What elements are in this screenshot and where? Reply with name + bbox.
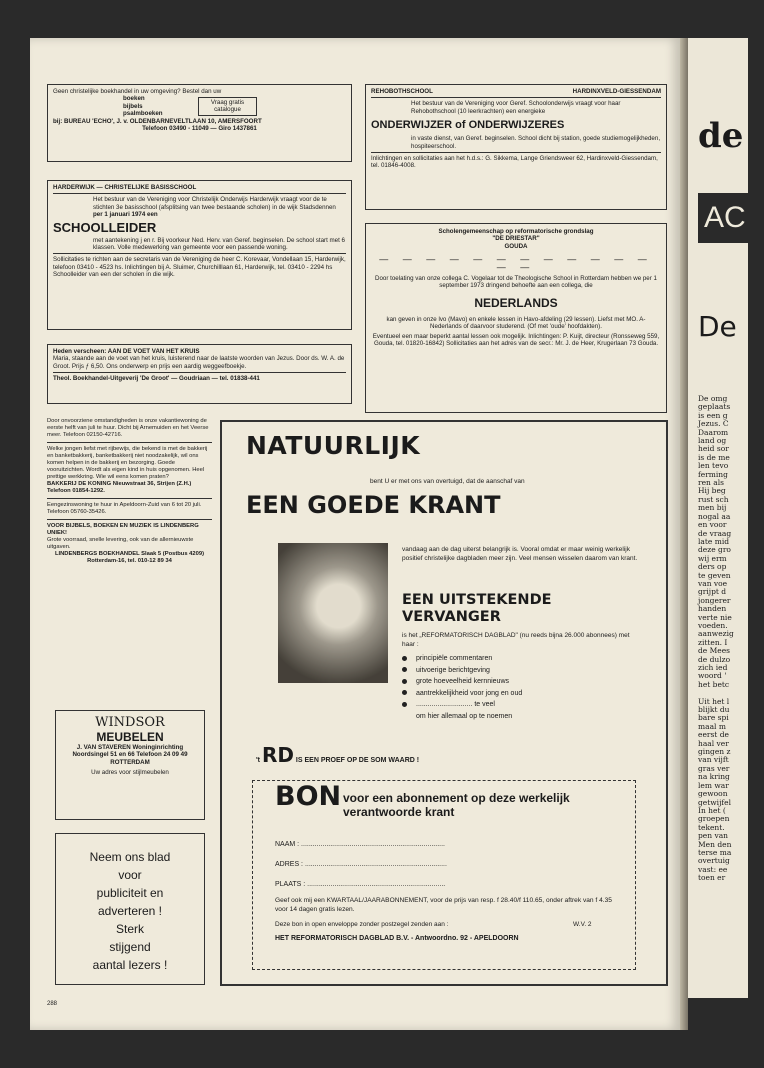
classified-ad: LINDENBERGS BOEKHANDEL Slaak 5 (Postbus 4209) Rotterdam-16, tel. 010-12 89 34: [54, 551, 205, 564]
coupon-title: BON: [275, 781, 342, 812]
coupon-text: Deze bon in open enveloppe zonder postzegel zenden aan :: [275, 921, 449, 928]
subscription-coupon: [252, 780, 636, 970]
ad-line: publiciteit en: [96, 886, 164, 900]
ad-windsor: [55, 710, 205, 820]
ad-driestar: Scholengemeenschap op reformatorische grondslag "DE DRIESTAR" GOUDA — — — — — — — — — — — — — — Door toelating van onze collega C. Vogelaar tot de Theologische School in Rotterdam hebben we per 1 september 1973 dringend behoefte aan een collega, die NEDERLANDS kan geven in onze lvo (Mavo) en enkele lessen in Havo-afdeling (29 lessen). Liefst met MO. A-Nederlands of daarvoor studerend. (Of met 'oude' hoofdakten). Eventueel een maar beperkt aantal lessen ook mogelijk. Inlichtingen: P. Kuijt, directeur (Ronsseweg 559, Gouda, tel. 01820-16842) Sollicitaties aan het adres van de secr.: Mr. J. de Heer, Krugerlaan 73 Gouda.: [365, 223, 667, 413]
article-line: zich ied: [698, 663, 728, 672]
ad-text: Uw adres voor stijlmeubelen: [91, 769, 169, 777]
article-line: nogal aa: [698, 511, 731, 521]
article-line: woord ': [698, 671, 727, 681]
ad-line: stijgend: [109, 940, 151, 954]
article-line: gingen z: [698, 747, 731, 757]
ad-title: MEUBELEN: [96, 730, 164, 744]
ad-text: Het bestuur van de Vereniging voor Geref. Schoolonderwijs vraagt voor haar Rehobothschool (10 leerkrachten) een energieke: [411, 100, 621, 115]
facing-page: [688, 38, 748, 998]
facing-banner: AC: [698, 193, 764, 243]
rd-logo-text: RD: [261, 743, 294, 767]
ad-text: Door toelating van onze collega C. Vogelaar tot de Theologische School in Rotterdam hebben we per 1 september 1973 dringend behoefte aan een collega, die: [375, 275, 657, 290]
ad-title: ONDERWIJZER of ONDERWIJZERES: [371, 119, 565, 132]
article-line: is de me: [698, 452, 730, 462]
ad-neem-ons-blad: [55, 833, 205, 985]
article-line: voeden.: [698, 620, 728, 630]
ad-heading: Scholengemeenschap op reformatorische grondslag: [438, 228, 594, 235]
article-line: na kring: [698, 772, 730, 782]
ad-catalogue-box: Vraag gratis catalogue: [198, 97, 257, 116]
magazine-page: [30, 38, 680, 1030]
ad-heading: [371, 88, 661, 95]
ad-text: vandaag aan de dag uiterst belangrijk is. Vooral omdat er maar weinig werkelijk positief christelijke dagbladen meer zijn. Veel mensen wisselen daarom van krant.: [402, 546, 638, 562]
article-line: lem war: [698, 780, 729, 790]
classified-ad: Eengezinswoning te huur in Apeldoorn-Zuid van 6 tot 20 juli. Telefoon 05760-35426.: [47, 502, 202, 515]
ad-headline: NATUURLIJK: [246, 431, 421, 460]
article-line: vast: ee: [698, 864, 728, 874]
feature-item: ............................. te veel: [402, 699, 642, 711]
feature-list: [402, 653, 642, 722]
feature-item: principiële commentaren: [402, 653, 642, 665]
ad-item: psalmboeken: [123, 110, 163, 118]
coupon-subtitle: voor een abonnement op deze werkelijk verantwoorde krant: [343, 791, 570, 819]
ad-text: Theol. Boekhandel-Uitgeverij 'De Groot' — Goudriaan — tel. 01838-441: [53, 375, 260, 383]
page-number: 288: [47, 1001, 58, 1007]
article-line: late mid: [698, 536, 730, 546]
article-line: grijpt d: [698, 587, 727, 597]
article-line: de Mees: [698, 646, 731, 656]
article-line: de vraag: [698, 528, 732, 538]
ad-text: Geen christelijke boekhandel in uw omgeving? Bestel dan uw: [53, 88, 222, 95]
ad-rehoboth: [365, 84, 667, 210]
ad-text: Sollicitaties te richten aan de secretaris van de Vereniging de heer C. Korevaar, Vondellaan 15, Harderwijk, telefoon 03410 - 4523 hs. Inlichtingen bij A. Sluimer, Churchilllaan 61, Harderwijk, tel. 03410 - 2294 hs Schoolleider van een der scholen in die wijk.: [53, 256, 346, 279]
city-field[interactable]: PLAATS : .......................................................................: [275, 881, 446, 888]
facing-title: De: [698, 310, 737, 343]
article-line: Men den: [698, 839, 732, 849]
article-line: is een g: [698, 410, 728, 420]
ad-line: voor: [118, 868, 142, 882]
ad-line: aantal lezers !: [92, 958, 168, 972]
ad-boekhandel: [47, 84, 352, 162]
article-line: van voe: [698, 578, 728, 588]
article-line: In het (: [698, 805, 726, 815]
ad-text: Inlichtingen en sollicitaties aan het h.d.s.: G. Sikkema, Lange Griendsweer 62, Hardinxveld-Giessendam, tel. 01846-4008.: [371, 155, 658, 170]
address-field[interactable]: ADRES : .........................................................................: [275, 861, 447, 868]
article-line: gras ver: [698, 763, 730, 773]
ad-line: Sterk: [115, 922, 144, 936]
article-line: land og: [698, 436, 727, 446]
article-line: wij erm: [698, 553, 727, 563]
slogan-prefix: 't: [256, 757, 260, 764]
article-line: getwijfel: [698, 797, 732, 807]
feature-item: grote hoeveelheid kernnieuws: [402, 676, 642, 688]
article-line: rust sch: [698, 494, 729, 504]
classified-ad: Door onvoorziene omstandigheden is onze vakantiewoning de eerste helft van juli te huur. Dicht bij Arnemuiden en het Veerse meer. Telefoon 02150-42716.: [47, 418, 209, 438]
ad-text: bij: BUREAU 'ECHO', J. v. OLDENBARNEVELTLAAN 10, AMERSFOORT: [53, 117, 262, 125]
ad-heading: "DE DRIESTAR": [492, 235, 540, 243]
article-line: te geven: [698, 570, 731, 580]
article-line: tekent.: [698, 822, 725, 832]
article-line: ferming: [698, 469, 728, 479]
article-line: deze gro: [698, 545, 731, 555]
coupon-text: Geef ook mij een KWARTAAL/JAARABONNEMENT, voor de prijs van resp. f 28.40/f 110.65, onder aftrek van f 4.35 voor 14 dagen gratis lezen.: [275, 897, 612, 913]
article-line: ren als: [698, 478, 724, 488]
article-line: ders op: [698, 562, 727, 572]
article-line: eerst de: [698, 730, 729, 740]
ad-text: is het „REFORMATORISCH DAGBLAD" (nu reeds bijna 26.000 abonnees) met haar :: [402, 632, 630, 648]
article-line: van vijft: [698, 755, 729, 765]
ad-voet-kruis: [47, 344, 352, 404]
article-line: jongerer: [698, 595, 731, 605]
newspaper-reader-photo: [278, 543, 388, 683]
article-line: zitten. I: [698, 637, 728, 647]
classified-ad: Welke jongen liefst met rijbewijs, die bekend is met de bakkerij en banketbakkerij, banketbakkerij niet noodzakelijk, wil ons komen helpen in de bakkerij en bezorging. Goede vooruitzichten. Wordt als eigen kind in huis opgenomen. Heel prettige werkkring. Wie wil eens komen praten?: [47, 446, 208, 480]
ad-text: Het bestuur van de Vereniging voor Christelijk Onderwijs Harderwijk vraagt voor de te stichten 3e basisschool (afsplitsing van twee bestaande scholen) in de wijk Stadsdennen: [93, 196, 336, 211]
article-line: Daarom: [698, 427, 729, 437]
ad-reformatorisch-dagblad: [220, 420, 668, 986]
article-line: het betc: [698, 679, 730, 689]
article-line: groepen: [698, 814, 730, 824]
ad-text: bent U er met ons van overtuigd, dat de aanschaf van: [370, 478, 525, 485]
article-line: handen: [698, 604, 727, 614]
name-field[interactable]: NAAM : ..........................................................................: [275, 841, 445, 848]
ad-line: Neem ons blad: [89, 850, 171, 864]
article-line: aanwezig: [698, 629, 734, 639]
ad-text: per 1 januari 1974 een: [93, 211, 158, 219]
ad-heading-right: HARDINXVELD-GIESSENDAM: [572, 88, 661, 95]
ad-line: adverteren !: [97, 904, 163, 918]
article-line: len tevo: [698, 461, 729, 471]
facing-article-column: [698, 395, 734, 883]
slogan-text: IS EEN PROEF OP DE SOM WAARD !: [295, 757, 420, 764]
ad-title: NEDERLANDS: [474, 295, 558, 310]
classified-ad: VOOR BIJBELS, BOEKEN EN MUZIEK IS LINDENBERG UNIEK!: [47, 523, 199, 536]
ad-item: boeken: [123, 95, 145, 103]
feature-item: aantrekkelijkheid voor jong en oud: [402, 688, 642, 700]
article-line: gewoon: [698, 789, 728, 799]
ad-heading-left: REHOBOTHSCHOOL: [371, 88, 433, 95]
article-line: De omg: [698, 394, 728, 403]
ad-text: in vaste dienst, van Geref. beginselen. School dicht bij station, goede studiemogelijkheden, hospiteerschool.: [411, 135, 661, 150]
article-line: bare spi: [698, 713, 729, 723]
ad-heading: HARDERWIJK — CHRISTELIJKE BASISSCHOOL: [53, 184, 197, 191]
ad-text: J. VAN STAVEREN Woninginrichting Noordsingel 51 en 66 Telefoon 24 09 49 ROTTERDAM: [72, 744, 188, 766]
article-line: blijkt du: [698, 705, 730, 715]
ad-headline: EEN GOEDE KRANT: [246, 491, 501, 519]
article-line: maal m: [698, 721, 726, 731]
ad-heading: Heden verscheen: AAN DE VOET VAN HET KRUIS: [53, 348, 200, 355]
article-line: verte nie: [698, 612, 732, 622]
facing-headline: de: [698, 116, 744, 156]
ad-heading: GOUDA: [504, 242, 528, 250]
coupon-code: W.V. 2: [573, 921, 592, 928]
slogan: [256, 743, 420, 767]
article-line: geplaats: [698, 402, 731, 412]
classifieds-column: [47, 418, 212, 565]
ad-title: SCHOOLLEIDER: [53, 219, 157, 235]
ad-text: Maria, staande aan de voet van het kruis, luisterend naar de laatste woorden van Jezus. Door ds. W. A. de Groot. Prijs ƒ 6,50. Ons onderwerp en prijs een aardig weggeefboekje.: [53, 355, 345, 370]
feature-item-end: om hier allemaal op te noemen: [416, 712, 513, 720]
ad-logo-text: WINDSOR: [95, 715, 165, 730]
classified-ad: BAKKERIJ DE KONING Nieuwstraat 36, Strijen (Z.H.) Telefoon 01854-1292.: [47, 481, 192, 494]
ad-subheadline: EEN UITSTEKENDE VERVANGER: [402, 592, 552, 625]
article-line: men bij: [698, 503, 727, 513]
feature-item: uitvoerige berichtgeving: [402, 665, 642, 677]
page-gutter: [680, 38, 688, 1030]
ad-text: Telefoon 03490 - 11049 — Giro 1437861: [142, 125, 257, 133]
ad-item: bijbels: [123, 102, 143, 110]
article-line: overtuig: [698, 856, 730, 866]
article-line: terse ma: [698, 847, 732, 857]
article-line: Jezus. C: [698, 419, 729, 429]
article-line: Uit het l: [698, 696, 730, 706]
ad-harderwijk: [47, 180, 352, 330]
ad-text: kan geven in onze lvo (Mavo) en enkele lessen in Havo-afdeling (29 lessen). Liefst met MO. A-Nederlands of daarvoor studerend. (Of met 'oude' hoofdakten).: [386, 315, 646, 331]
article-line: haal ver: [698, 738, 729, 748]
article-line: Hij beg: [698, 486, 726, 496]
article-line: en voor: [698, 520, 727, 530]
classified-ad: Grote voorraad, snelle levering, ook van de allernieuwste uitgaven.: [47, 537, 194, 550]
coupon-address: HET REFORMATORISCH DAGBLAD B.V. - Antwoordno. 92 - APELDOORN: [275, 935, 519, 942]
ad-text: Eventueel een maar beperkt aantal lessen ook mogelijk. Inlichtingen: P. Kuijt, directeur (Ronsseweg 559, Gouda, tel. 01820-16842) Sollicitaties aan het adres van de secr.: Mr. J. de Heer, Krugerlaan 73 Gouda.: [372, 332, 660, 348]
article-line: toen er: [698, 873, 726, 883]
article-line: pen van: [698, 831, 728, 841]
article-line: heid sor: [698, 444, 729, 454]
article-line: de dulzo: [698, 654, 731, 664]
ad-text: met aantekening j en r. Bij voorkeur Ned. Herv. van Geref. beginselen. De school start met 6 klassen. Volle medewerking van gemeente voor een passende woning.: [93, 236, 345, 252]
